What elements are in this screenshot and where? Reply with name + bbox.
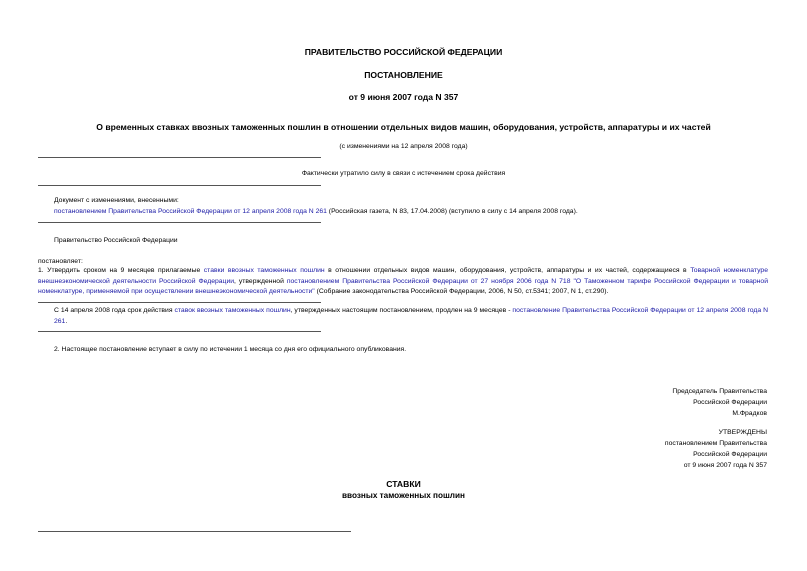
amendment-commentary xyxy=(54,306,768,327)
signature-block xyxy=(672,386,767,419)
paragraph-1 xyxy=(38,266,768,298)
p1-text-c: , утвержденной xyxy=(234,277,287,285)
changes-line xyxy=(54,208,578,215)
signature-line-1: Председатель Правительства xyxy=(672,388,767,395)
annex-subtitle: ввозных таможенных пошлин xyxy=(341,491,465,500)
p1-text-b: в отношении отдельных видов машин, оборудования, устройств, аппаратуры и их частей, содержащиеся в xyxy=(324,267,691,274)
government-heading: ПРАВИТЕЛЬСТВО РОССИЙСКОЙ ФЕДЕРАЦИИ xyxy=(304,47,503,57)
decrees-line: постановляет: xyxy=(38,258,83,265)
signature-line-3: М.Фрадков xyxy=(732,410,767,417)
paragraph-2: 2. Настоящее постановление вступает в силу по истечении 1 месяца со дня его официального опубликования. xyxy=(54,346,407,353)
changes-rest: (Российская газета, N 83, 17.04.2008) (вступило в силу с 14 апреля 2008 года). xyxy=(326,208,578,215)
note-text-b: , утвержденных настоящим постановлением, продлен на 9 месяцев - xyxy=(290,307,513,314)
divider xyxy=(38,185,321,186)
government-line: Правительство Российской Федерации xyxy=(54,237,178,244)
approved-line-2: постановлением Правительства xyxy=(664,440,767,447)
note-text-a: С 14 апреля 2008 года срок действия xyxy=(54,307,175,314)
divider xyxy=(38,302,321,303)
changes-link[interactable]: постановлением Правительства Российской Федерации от 12 апреля 2008 года N 261 xyxy=(54,208,327,215)
changes-heading: Документ с изменениями, внесенными: xyxy=(54,197,179,204)
note-text-c: . xyxy=(65,317,68,325)
amendment-note: (с изменениями на 12 апреля 2008 года) xyxy=(339,143,468,150)
nomenclature-link[interactable]: Товарной номенклатуре внешнеэкономической деятельности Российской Федерации xyxy=(38,267,768,285)
rates-note-link[interactable]: ставок ввозных таможенных пошлин xyxy=(174,307,291,314)
approved-line-3: Российской Федерации xyxy=(693,451,767,458)
rates-link[interactable]: ставки ввозных таможенных пошлин xyxy=(203,267,325,274)
annex-title: СТАВКИ xyxy=(386,479,421,489)
approved-block xyxy=(665,427,767,471)
p1-text-a: 1. Утвердить сроком на 9 месяцев прилагаемые xyxy=(38,267,204,274)
signature-line-2: Российской Федерации xyxy=(693,399,767,406)
approved-line-4: от 9 июня 2007 года N 357 xyxy=(683,462,767,469)
doc-type-heading: ПОСТАНОВЛЕНИЕ xyxy=(364,70,443,80)
doc-title: О временных ставках ввозных таможенных пошлин в отношении отдельных видов машин, оборудования, устройств, аппаратуры и их частей xyxy=(96,122,711,132)
doc-date: от 9 июня 2007 года N 357 xyxy=(348,92,459,102)
divider xyxy=(38,157,321,158)
decree-718-link[interactable]: постановлением Правительства Российской Федерации от 27 ноября 2006 года N 718 "О Таможенном тарифе Российской Федерации и товарной номенклатуре, применяемой при осуществлении внешнеэкономической деятельности" xyxy=(38,277,768,296)
p1-text-d: (Собрание законодательства Российской Федерации, 2006, N 50, ст.5341; 2007, N 1, ст.290). xyxy=(314,288,609,296)
divider xyxy=(38,531,351,532)
status-note: Фактически утратило силу в связи с истечением срока действия xyxy=(301,170,506,177)
decree-261-link[interactable]: постановление Правительства Российской Федерации от 12 апреля 2008 года N 261 xyxy=(54,307,769,325)
divider xyxy=(38,331,321,332)
divider xyxy=(38,222,321,223)
approved-line-1: УТВЕРЖДЕНЫ xyxy=(718,429,767,436)
